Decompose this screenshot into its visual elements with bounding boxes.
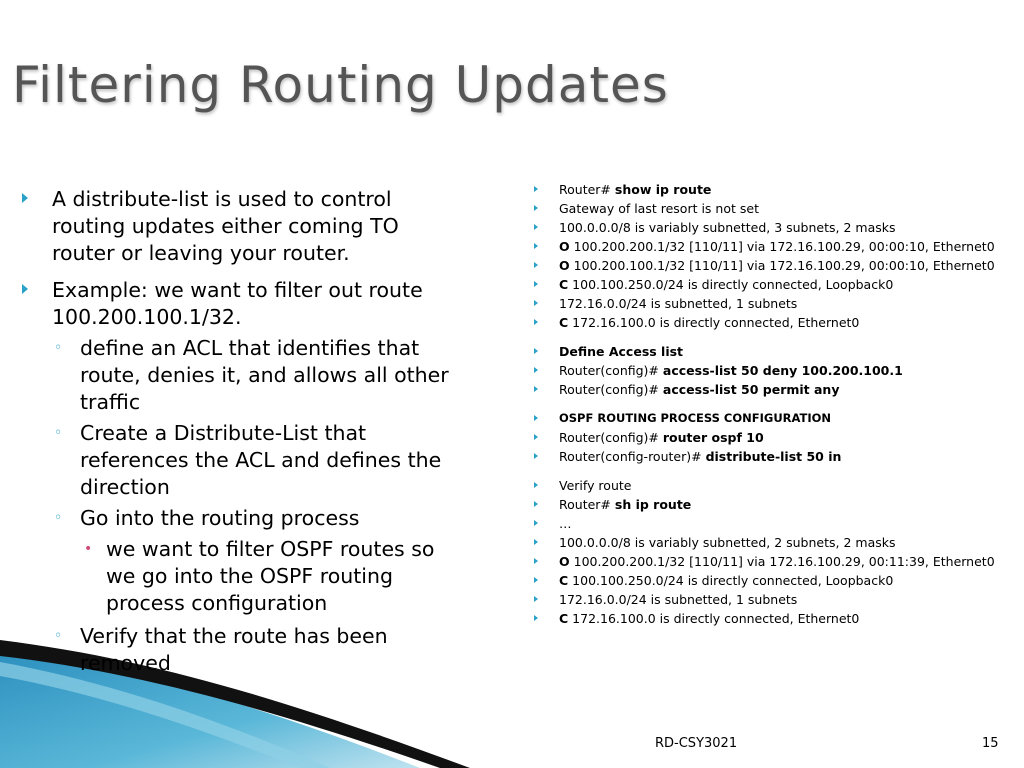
list-item: [534, 315, 1014, 330]
dot-bullet-icon: •: [84, 541, 93, 557]
list-item: [534, 449, 1014, 464]
list-item: [534, 478, 1014, 493]
list-item: [534, 592, 1014, 607]
list-item: [534, 516, 1014, 531]
list-item: [534, 611, 1014, 626]
output-text: 172.16.100.0 is directly connected, Ethernet0: [572, 315, 860, 330]
output-text: 100.100.250.0/24 is directly connected, Loopback0: [572, 277, 894, 292]
triangle-bullet-icon: [534, 224, 538, 230]
command-text: access-list 50 deny 100.200.100.1: [662, 363, 903, 378]
router-output-list: [534, 182, 1014, 630]
list-item: [534, 554, 1014, 569]
list-item: [534, 535, 1014, 550]
triangle-bullet-icon: [534, 281, 538, 287]
slide-title: Filtering Routing Updates: [12, 56, 669, 114]
list-item: [22, 420, 452, 501]
command-text: show ip route: [614, 182, 712, 197]
output-text: 100.0.0.0/8 is variably subnetted, 2 subnets, 2 masks: [559, 535, 896, 550]
bullet-text: A distribute-list is used to control routing updates either coming TO router or leaving your router.: [52, 187, 399, 265]
list-item: [534, 201, 1014, 216]
prompt-text: Router(config)#: [559, 430, 659, 445]
bullet-text: Example: we want to filter out route 100.200.100.1/32.: [52, 278, 423, 329]
list-item: [534, 296, 1014, 311]
output-text: Verify route: [559, 478, 632, 493]
bullet-text: Go into the routing process: [80, 506, 360, 530]
triangle-bullet-icon: [534, 243, 538, 249]
bullet-text: Create a Distribute-List that references the ACL and defines the direction: [80, 421, 442, 499]
triangle-bullet-icon: [534, 501, 538, 507]
triangle-bullet-icon: [22, 193, 28, 203]
output-text: …: [559, 516, 572, 531]
list-item: [22, 536, 452, 617]
list-item: [534, 239, 1014, 254]
list-item: [534, 277, 1014, 292]
prompt-text: Router(config)#: [559, 363, 659, 378]
command-text: sh ip route: [614, 497, 692, 512]
list-item: [534, 182, 1014, 197]
route-code: O: [559, 554, 570, 569]
output-text: 100.100.250.0/24 is directly connected, Loopback0: [572, 573, 894, 588]
output-text: Gateway of last resort is not set: [559, 201, 759, 216]
triangle-bullet-icon: [534, 520, 538, 526]
triangle-bullet-icon: [22, 284, 28, 294]
bullet-text: define an ACL that identifies that route, denies it, and allows all other traffic: [80, 336, 449, 414]
output-text: 100.0.0.0/8 is variably subnetted, 3 subnets, 2 masks: [559, 220, 896, 235]
triangle-bullet-icon: [534, 558, 538, 564]
list-item: [534, 363, 1014, 378]
bullet-text: Verify that the route has been removed: [80, 624, 388, 675]
output-text: 100.200.200.1/32 [110/11] via 172.16.100.29, 00:00:10, Ethernet0: [573, 239, 995, 254]
triangle-bullet-icon: [534, 262, 538, 268]
list-item: [534, 573, 1014, 588]
section-heading: Define Access list: [559, 344, 684, 359]
section-heading: OSPF ROUTING PROCESS CONFIGURATION: [559, 411, 832, 425]
list-item: [534, 430, 1014, 445]
triangle-bullet-icon: [534, 205, 538, 211]
triangle-bullet-icon: [534, 596, 538, 602]
list-item: [534, 382, 1014, 397]
prompt-text: Router#: [559, 497, 611, 512]
command-text: distribute-list 50 in: [705, 449, 842, 464]
route-code: O: [559, 258, 570, 273]
output-text: 172.16.100.0 is directly connected, Ethernet0: [572, 611, 860, 626]
list-item: [22, 623, 452, 677]
list-item: [534, 344, 1014, 359]
triangle-bullet-icon: [534, 539, 538, 545]
circle-bullet-icon: ◦: [54, 340, 63, 356]
output-text: 100.200.200.1/32 [110/11] via 172.16.100.29, 00:11:39, Ethernet0: [573, 554, 995, 569]
list-item: [22, 335, 452, 416]
footer-course-code: RD-CSY3021: [655, 736, 738, 751]
list-item: [534, 411, 1014, 426]
triangle-bullet-icon: [534, 348, 538, 354]
triangle-bullet-icon: [534, 186, 538, 192]
prompt-text: Router#: [559, 182, 611, 197]
triangle-bullet-icon: [534, 300, 538, 306]
output-text: 172.16.0.0/24 is subnetted, 1 subnets: [559, 296, 798, 311]
route-code: C: [559, 277, 569, 292]
command-text: router ospf 10: [662, 430, 764, 445]
route-code: O: [559, 239, 570, 254]
list-item: [534, 220, 1014, 235]
triangle-bullet-icon: [534, 577, 538, 583]
circle-bullet-icon: ◦: [54, 510, 63, 526]
triangle-bullet-icon: [534, 415, 538, 421]
circle-bullet-icon: ◦: [54, 628, 63, 644]
output-text: 172.16.0.0/24 is subnetted, 1 subnets: [559, 592, 798, 607]
route-code: C: [559, 611, 569, 626]
route-code: C: [559, 315, 569, 330]
list-item: [534, 497, 1014, 512]
triangle-bullet-icon: [534, 615, 538, 621]
command-text: access-list 50 permit any: [662, 382, 840, 397]
triangle-bullet-icon: [534, 453, 538, 459]
list-item: [22, 277, 452, 331]
triangle-bullet-icon: [534, 319, 538, 325]
list-item: [22, 505, 452, 532]
circle-bullet-icon: ◦: [54, 425, 63, 441]
triangle-bullet-icon: [534, 434, 538, 440]
triangle-bullet-icon: [534, 386, 538, 392]
left-bullet-list: [22, 186, 452, 681]
triangle-bullet-icon: [534, 367, 538, 373]
triangle-bullet-icon: [534, 482, 538, 488]
prompt-text: Router(config)#: [559, 382, 659, 397]
prompt-text: Router(config-router)#: [559, 449, 702, 464]
list-item: [22, 186, 452, 267]
list-item: [534, 258, 1014, 273]
route-code: C: [559, 573, 569, 588]
bullet-text: we want to filter OSPF routes so we go into the OSPF routing process configuration: [106, 537, 435, 615]
output-text: 100.200.100.1/32 [110/11] via 172.16.100.29, 00:00:10, Ethernet0: [573, 258, 995, 273]
footer-page-number: 15: [982, 736, 999, 751]
